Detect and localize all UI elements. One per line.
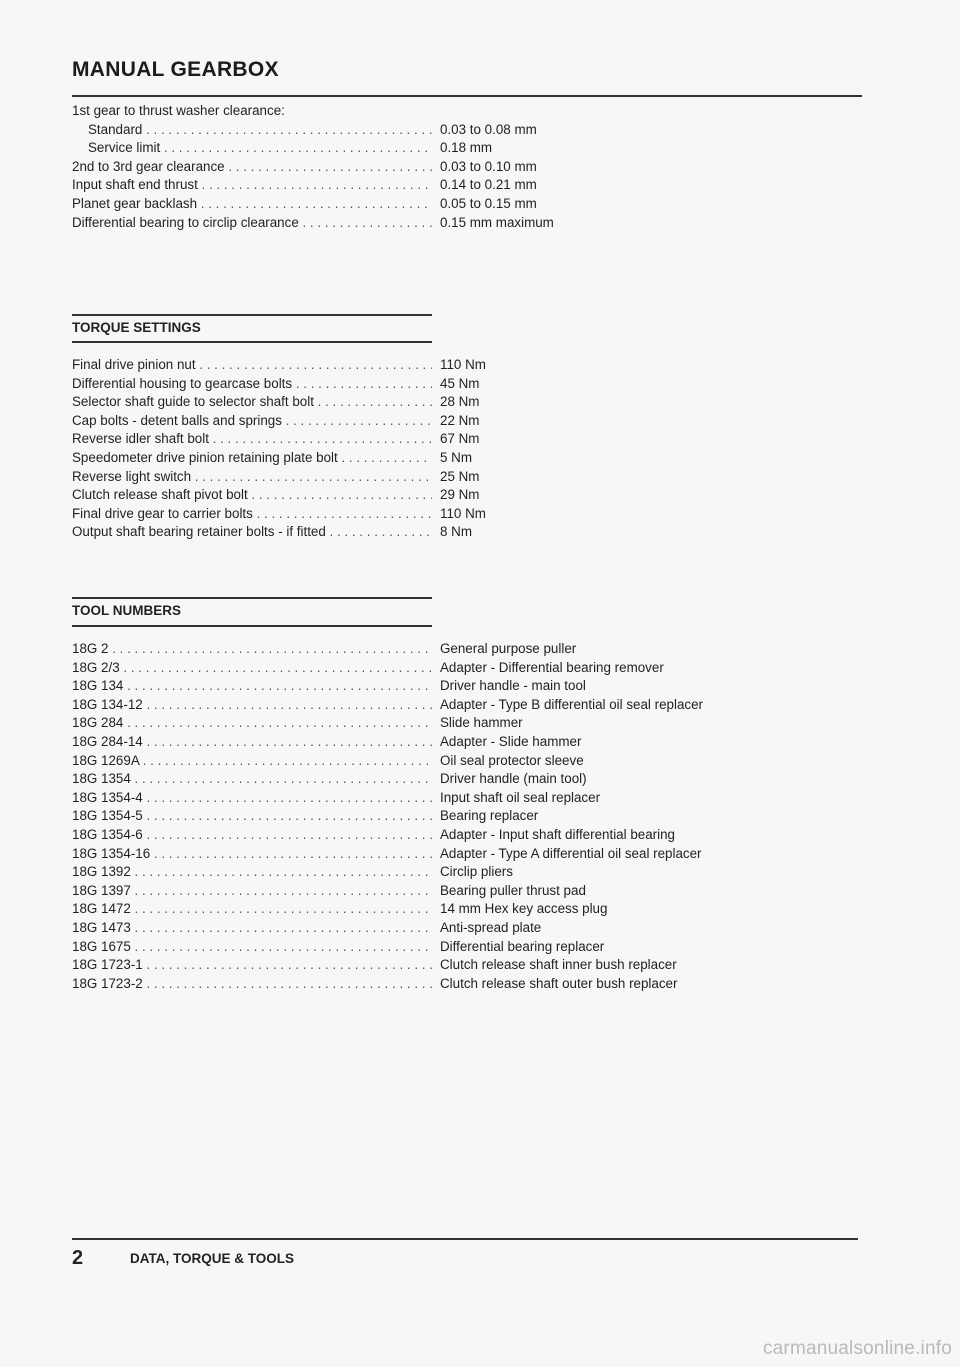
- torque-value: 8 Nm: [440, 524, 472, 540]
- tool-description: Anti-spread plate: [440, 919, 542, 935]
- torque-label: Clutch release shaft pivot bolt . . .: [72, 486, 432, 505]
- tool-description: Circlip pliers: [440, 864, 513, 880]
- tool-number: 18G 1354-6 . . .: [72, 826, 432, 845]
- data-value: 0.15 mm maximum: [440, 214, 554, 230]
- torque-value: 45 Nm: [440, 375, 480, 391]
- torque-value: 29 Nm: [440, 487, 480, 503]
- data-label: Input shaft end thrust . . .: [72, 176, 432, 195]
- torque-value: 5 Nm: [440, 449, 472, 465]
- torque-label: Final drive pinion nut . . .: [72, 356, 432, 375]
- tool-number: 18G 1723-2 . . .: [72, 975, 432, 994]
- tools-section-title: TOOL NUMBERS: [72, 603, 182, 618]
- torque-label: Output shaft bearing retainer bolts - if fitted . . .: [72, 523, 432, 542]
- tool-number: 18G 1473 . . .: [72, 919, 432, 938]
- torque-value: 110 Nm: [440, 505, 486, 521]
- torque-section-title: TORQUE SETTINGS: [72, 320, 201, 335]
- tool-description: Bearing replacer: [440, 808, 539, 824]
- tool-number: 18G 1675 . . .: [72, 938, 432, 957]
- tool-number: 18G 134-12 . . .: [72, 696, 432, 715]
- tool-number: 18G 134 . . .: [72, 677, 432, 696]
- page-title: MANUAL GEARBOX: [72, 58, 279, 81]
- torque-value: 110 Nm: [440, 357, 486, 372]
- tool-description: Adapter - Type B differential oil seal replacer: [440, 696, 703, 712]
- tool-description: Bearing puller thrust pad: [440, 882, 586, 898]
- data-value: 0.18 mm: [440, 140, 493, 156]
- tool-description: Driver handle - main tool: [440, 678, 586, 694]
- torque-label: Final drive gear to carrier bolts . . .: [72, 505, 432, 524]
- tool-description: Adapter - Slide hammer: [440, 733, 582, 749]
- tool-description: 14 mm Hex key access plug: [440, 901, 608, 917]
- torque-label: Cap bolts - detent balls and springs . . .: [72, 412, 432, 431]
- data-label: 1st gear to thrust washer clearance:: [72, 103, 285, 118]
- torque-label: Differential housing to gearcase bolts . . .: [72, 375, 432, 394]
- tool-number: 18G 1472 . . .: [72, 900, 432, 919]
- tool-description: Input shaft oil seal replacer: [440, 789, 601, 805]
- tool-description: General purpose puller: [440, 641, 577, 656]
- torque-label: Speedometer drive pinion retaining plate bolt . . .: [72, 449, 432, 468]
- torque-value: 28 Nm: [440, 394, 480, 410]
- torque-value: 67 Nm: [440, 431, 480, 447]
- torque-label: Selector shaft guide to selector shaft bolt . . .: [72, 393, 432, 412]
- tool-number: 18G 2 . . .: [72, 640, 432, 659]
- data-value: 0.03 to 0.08 mm: [440, 121, 537, 137]
- torque-value: 25 Nm: [440, 468, 480, 484]
- section-rule: [72, 341, 432, 343]
- tool-description: Adapter - Differential bearing remover: [440, 659, 664, 675]
- section-rule: [72, 314, 432, 316]
- page-number: 2: [72, 1247, 84, 1269]
- data-label: 2nd to 3rd gear clearance . . .: [72, 158, 432, 177]
- tool-number: 18G 1354-4 . . .: [72, 789, 432, 808]
- section-rule: [72, 625, 432, 627]
- tool-description: Differential bearing replacer: [440, 938, 605, 954]
- tool-number: 18G 1397 . . .: [72, 882, 432, 901]
- tool-number: 18G 1723-1 . . .: [72, 956, 432, 975]
- data-label: Service limit . . .: [88, 139, 432, 158]
- tool-number: 18G 1354 . . .: [72, 770, 432, 789]
- data-label: Planet gear backlash . . .: [72, 195, 432, 214]
- data-value: 0.03 to 0.10 mm: [440, 158, 537, 174]
- tool-description: Clutch release shaft inner bush replacer: [440, 957, 677, 973]
- tool-number: 18G 1354-5 . . .: [72, 807, 432, 826]
- tool-description: Adapter - Input shaft differential bearing: [440, 826, 675, 842]
- tool-description: Driver handle (main tool): [440, 771, 587, 787]
- tool-description: Clutch release shaft outer bush replacer: [440, 975, 678, 991]
- data-label: Standard . . .: [88, 121, 432, 140]
- section-rule: [72, 597, 432, 599]
- tool-description: Oil seal protector sleeve: [440, 752, 584, 768]
- tool-number: 18G 1354-16 . . .: [72, 845, 432, 864]
- tool-number: 18G 1392 . . .: [72, 863, 432, 882]
- tool-number: 18G 284-14 . . .: [72, 733, 432, 752]
- watermark: carmanualsonline.info: [762, 1338, 952, 1359]
- tool-description: Adapter - Type A differential oil seal replacer: [440, 845, 702, 861]
- footer-rule: [72, 1238, 858, 1240]
- torque-label: Reverse light switch . . .: [72, 468, 432, 487]
- tool-number: 18G 284 . . .: [72, 714, 432, 733]
- data-label: Differential bearing to circlip clearance . . .: [72, 214, 432, 233]
- torque-label: Reverse idler shaft bolt . . .: [72, 430, 432, 449]
- data-value: 0.05 to 0.15 mm: [440, 195, 537, 211]
- header-rule: [72, 95, 862, 97]
- data-value: 0.14 to 0.21 mm: [440, 177, 537, 193]
- footer-title: DATA, TORQUE & TOOLS: [130, 1251, 295, 1266]
- tool-number: 18G 2/3 . . .: [72, 659, 432, 678]
- tool-description: Slide hammer: [440, 715, 523, 731]
- tool-number: 18G 1269A . . .: [72, 752, 432, 771]
- torque-value: 22 Nm: [440, 412, 480, 428]
